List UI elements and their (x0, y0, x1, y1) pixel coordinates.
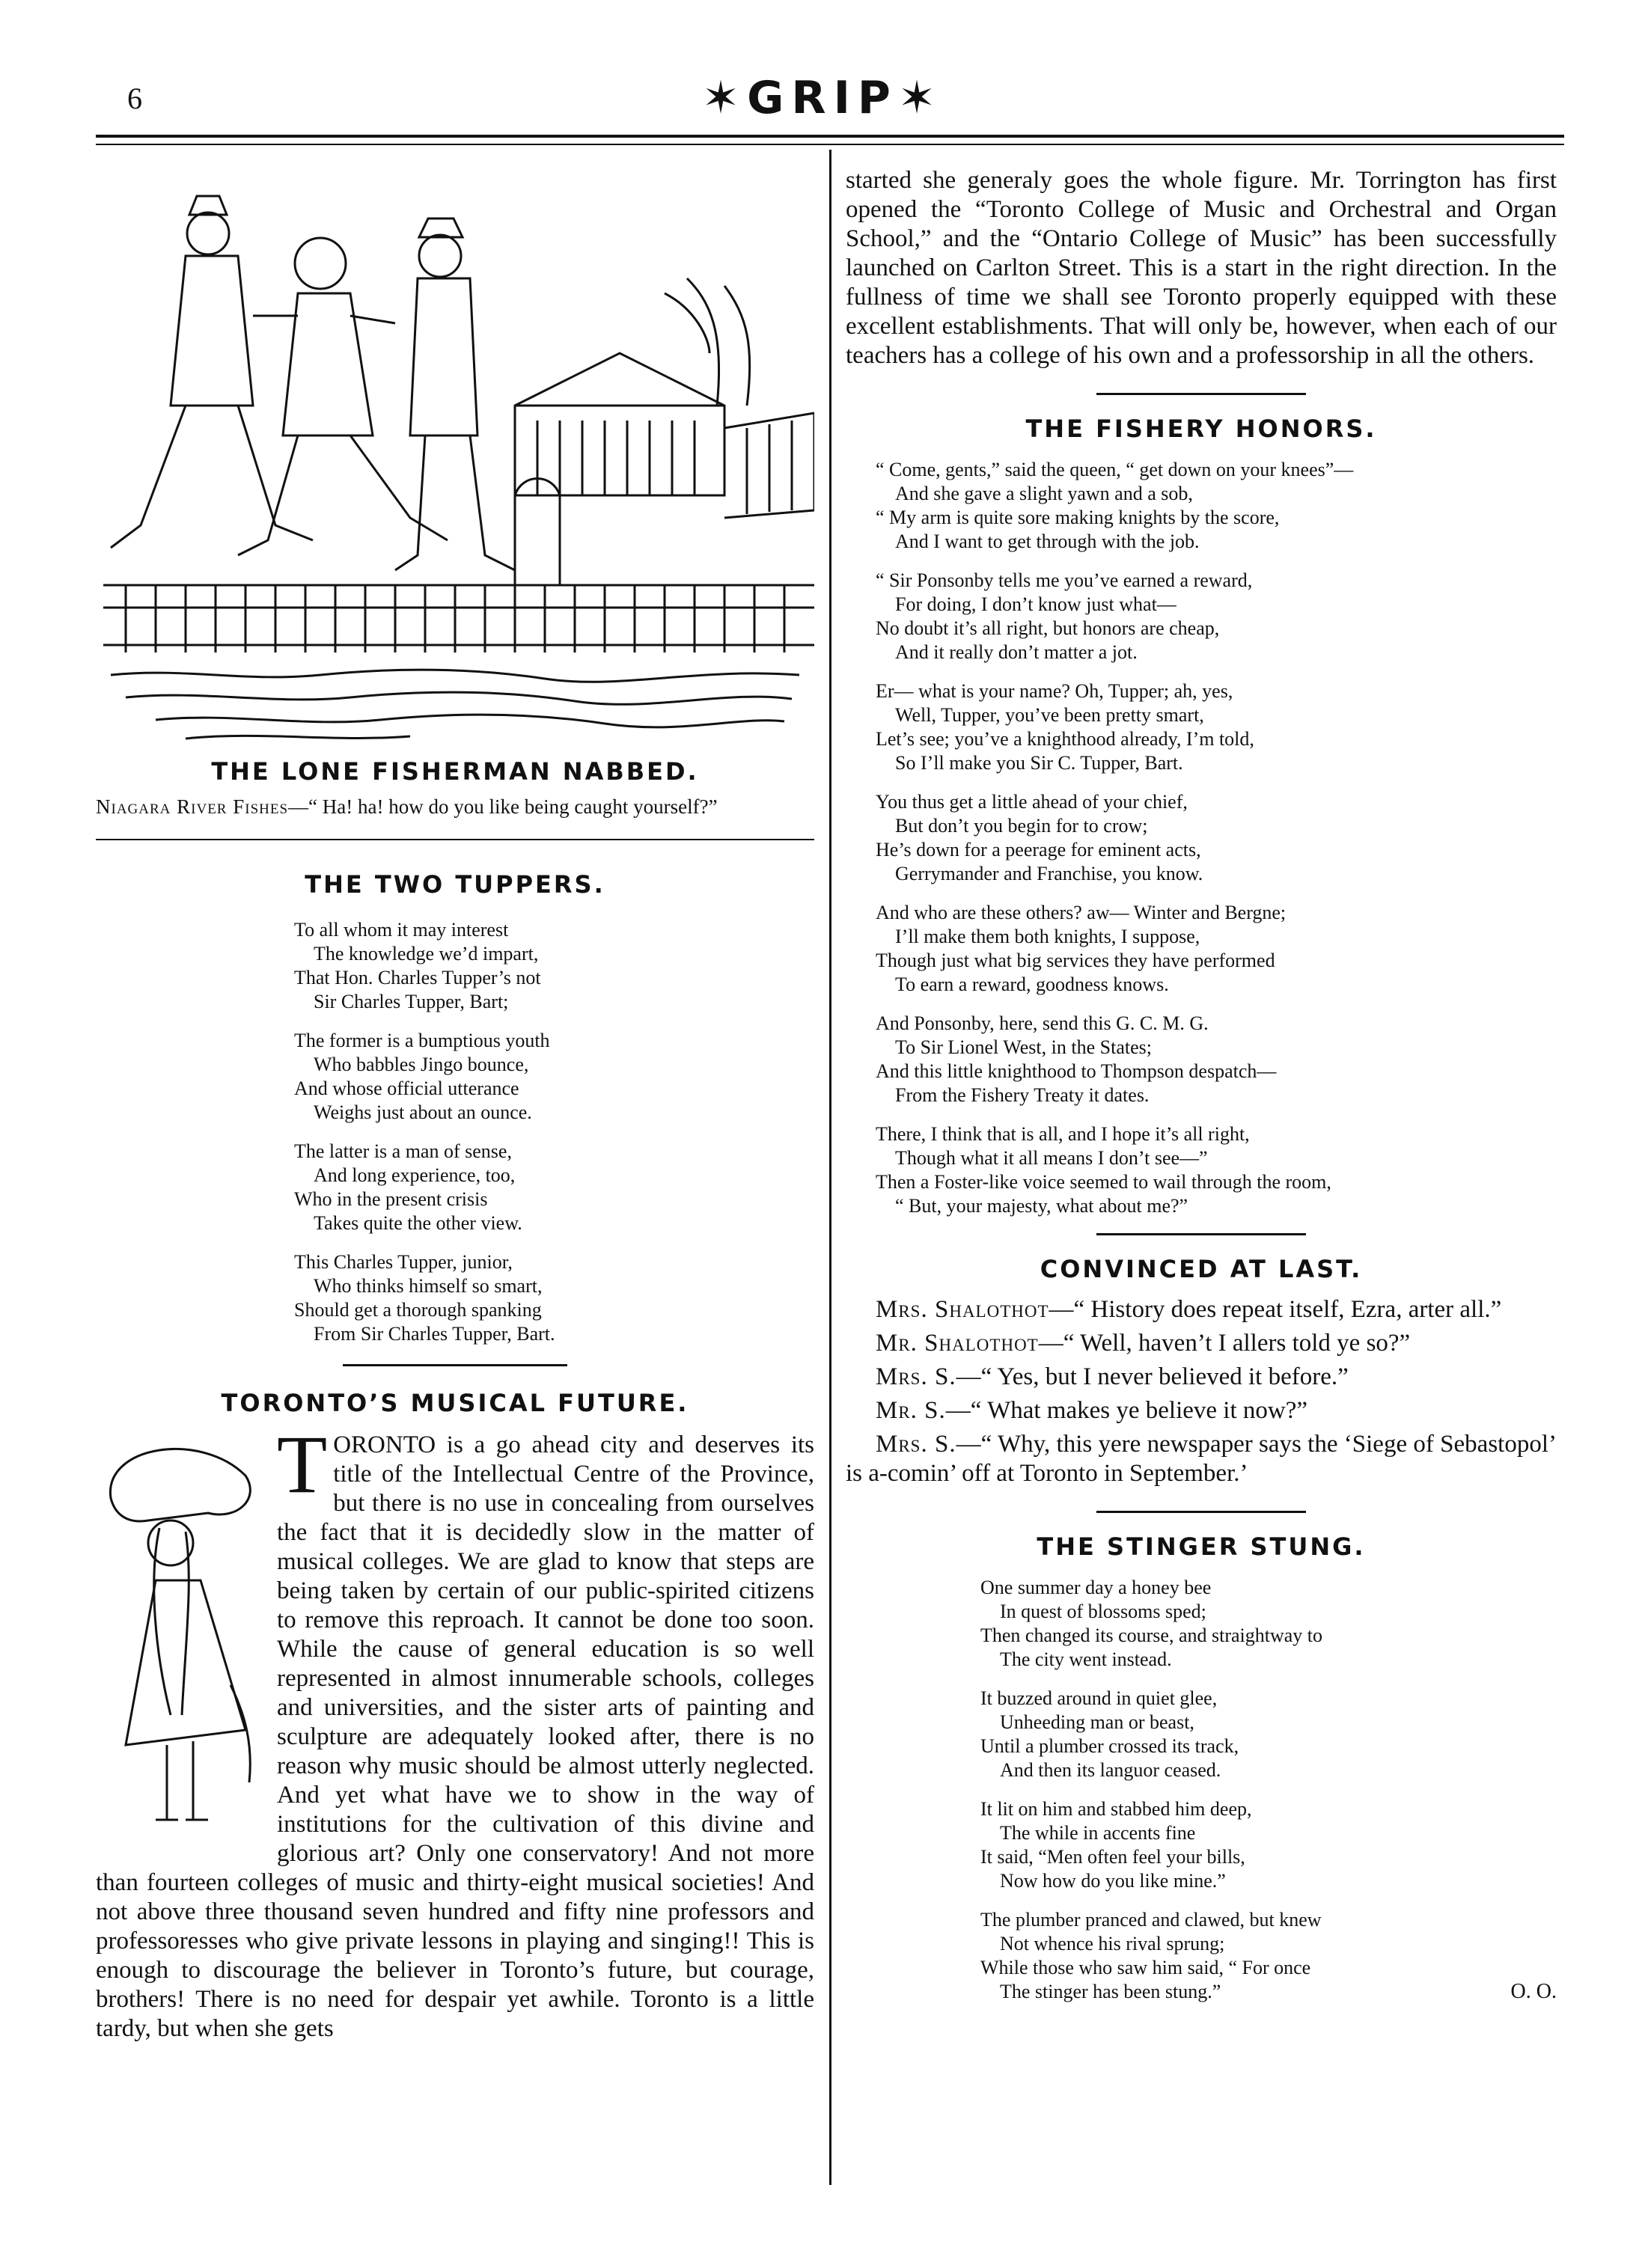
poem-line: Who babbles Jingo bounce, (314, 1054, 529, 1075)
dialogue-speaker: Mr. Shalothot (876, 1330, 1039, 1357)
masthead-rule-top (96, 135, 1564, 138)
poem-line: The latter is a man of sense, (294, 1140, 512, 1162)
poem-line: Not whence his rival sprung; (1000, 1933, 1225, 1954)
dialogue-line (846, 1295, 1557, 1324)
poem-line: Now how do you like mine.” (1000, 1870, 1226, 1892)
dialogue-line (846, 1363, 1557, 1392)
poem-line: For doing, I don’t know just what— (895, 593, 1176, 615)
poem-line: Gerrymander and Franchise, you know. (895, 863, 1203, 884)
masthead-rule-bottom (96, 144, 1564, 145)
poem-line: Who thinks himself so smart, (314, 1275, 543, 1297)
poem-stanza (980, 1576, 1557, 1672)
dialogue-speaker: Mr. S. (876, 1397, 946, 1424)
poem-line: It said, “Men often feel your bills, (980, 1846, 1245, 1868)
poem-stanza (980, 1797, 1557, 1893)
musical-future-title: TORONTO’S MUSICAL FUTURE. (221, 1389, 689, 1417)
poem-line: One summer day a honey bee (980, 1577, 1212, 1598)
musical-future-continued: started she generaly goes the whole figure. Mr. Torrington has first opened the “Toronto College of Music and Orchestral and Organ School,” and the “Ontario College of Music” has been successfully launched on Carlton Street. This is a start in the right direction. In the fullness of time we shall see Toronto properly equipped with these excellent establishments. That will only be, however, when each of our teachers has a college of his own and a professorship in all the others. (846, 167, 1557, 369)
poem-line: “ Come, gents,” said the queen, “ get down on your knees”— (876, 459, 1354, 480)
cartoon-caption (96, 795, 814, 819)
section-rule (1096, 1233, 1306, 1235)
left-column (96, 166, 814, 2044)
cartoon-caption-text: —“ Ha! ha! how do you like being caught yourself?” (288, 795, 718, 818)
poem-line: And Ponsonby, here, send this G. C. M. G. (876, 1012, 1209, 1034)
poem-line: Though just what big services they have performed (876, 950, 1275, 971)
dialogue-speaker: Mrs. S. (876, 1363, 956, 1390)
poem-line: Unheeding man or beast, (1000, 1711, 1194, 1733)
poem-line: That Hon. Charles Tupper’s not (294, 967, 541, 988)
poem-line: The city went instead. (1000, 1648, 1172, 1670)
poem-line: But don’t you begin for to crow; (895, 815, 1148, 837)
poem-line: You thus get a little ahead of your chief, (876, 791, 1188, 813)
poem-line: And long experience, too, (314, 1164, 516, 1186)
poem-line: Let’s see; you’ve a knighthood already, I’m told, (876, 728, 1254, 750)
convinced-title: CONVINCED AT LAST. (1040, 1255, 1363, 1283)
right-column (846, 166, 1557, 2004)
poem-stanza (876, 679, 1557, 775)
poem-line: Should get a thorough spanking (294, 1299, 542, 1321)
page-number: 6 (127, 82, 142, 115)
signature: O. O. (1510, 1980, 1557, 2003)
poem-line: To all whom it may interest (294, 919, 509, 941)
poem-line: This Charles Tupper, junior, (294, 1251, 513, 1273)
convinced-dialogue (846, 1295, 1557, 1488)
dialogue-line (846, 1430, 1557, 1488)
poem-stanza (980, 1687, 1557, 1782)
poem-stanza (876, 790, 1557, 886)
drop-cap: T (277, 1419, 328, 1510)
poem-stanza (294, 1029, 814, 1125)
poem-stanza (294, 918, 814, 1014)
poem-line: And it really don’t matter a jot. (895, 641, 1138, 663)
girl-illustration (96, 1431, 268, 1850)
poem-line: I’ll make them both knights, I suppose, (895, 926, 1200, 947)
poem-line: From Sir Charles Tupper, Bart. (314, 1323, 555, 1345)
poem-line: The plumber pranced and clawed, but knew (980, 1909, 1322, 1931)
poem-line: The while in accents fine (1000, 1822, 1196, 1844)
stinger-poem (846, 1576, 1557, 2004)
girl-with-bonnet-drawing (96, 1431, 268, 1850)
cartoon-title: THE LONE FISHERMAN NABBED. (211, 757, 699, 786)
poem-line: And whose official utterance (294, 1078, 519, 1099)
poem-line: And I want to get through with the job. (895, 531, 1200, 552)
poem-stanza (294, 1250, 814, 1346)
poem-line: Sir Charles Tupper, Bart; (314, 991, 509, 1012)
dialogue-line (846, 1329, 1557, 1358)
poem-line: In quest of blossoms sped; (1000, 1601, 1206, 1622)
section-rule (1096, 393, 1306, 395)
poem-line: He’s down for a peerage for eminent acts, (876, 839, 1201, 861)
dialogue-speaker: Mrs. Shalothot (876, 1296, 1049, 1323)
poem-line: To Sir Lionel West, in the States; (895, 1036, 1152, 1058)
poem-line: Though what it all means I don’t see—” (895, 1147, 1208, 1169)
musical-future-text: ORONTO is a go ahead city and deserves its title of the Intellectual Centre of the Province, but there is no use in concealing from ourselves the fact that it is decidedly slow in the matter of musical colleges. We are glad to know that steps are being taken by certain of our public-spirited citizens to remove this reproach. It cannot be done too soon. While the cause of general education is so well represented in almost innumerable schools, colleges and universities, and the sister arts of painting and sculpture are adequately looked after, there is no reason why music should be almost utterly neglected. And yet what have we to show in the way of institutions for the cultivation of this divine and glorious art? Only one conservatory! And not more than fourteen colleges of music and thirty-eight musical societies! And not above three thousand seven hundred and fifty nine professors and professoresses who give private lessons in playing and singing!! This is enough to discourage the believer in Toronto’s future, but courage, brothers! There is no need for despair yet awhile. Toronto is a little tardy, but when she gets (96, 1431, 814, 2042)
poem-line: So I’ll make you Sir C. Tupper, Bart. (895, 752, 1183, 774)
dialogue-text: —“ History does repeat itself, Ezra, arter all.” (1049, 1296, 1502, 1323)
fisherman-cartoon-drawing (96, 166, 814, 750)
section-rule (1096, 1511, 1306, 1513)
section-rule (96, 839, 814, 840)
section-rule (343, 1364, 567, 1366)
poem-line: The knowledge we’d impart, (314, 943, 539, 965)
fishery-honors-poem (846, 458, 1557, 1218)
poem-line: Takes quite the other view. (314, 1212, 522, 1234)
poem-line: It lit on him and stabbed him deep, (980, 1798, 1252, 1820)
fishery-honors-title: THE FISHERY HONORS. (1025, 415, 1377, 443)
poem-line: “ My arm is quite sore making knights by the score, (876, 507, 1280, 528)
musical-future-body (96, 1419, 814, 2044)
poem-line: The former is a bumptious youth (294, 1030, 550, 1051)
poem-line: Then changed its course, and straightway to (980, 1624, 1323, 1646)
cartoon-speaker: Niagara River Fishes (96, 795, 289, 818)
two-tuppers-title: THE TWO TUPPERS. (305, 870, 605, 899)
poem-stanza (876, 458, 1557, 554)
poem-line: While those who saw him said, “ For once (980, 1957, 1311, 1978)
poem-stanza (294, 1140, 814, 1235)
dialogue-line (846, 1396, 1557, 1425)
masthead-title: ✶GRIP✶ (701, 72, 944, 124)
poem-line: Who in the present crisis (294, 1188, 488, 1210)
poem-stanza (876, 569, 1557, 664)
cartoon-illustration (96, 166, 814, 750)
poem-line: And she gave a slight yawn and a sob, (895, 483, 1193, 504)
poem-line: Weighs just about an ounce. (314, 1101, 532, 1123)
dialogue-text: —“ What makes ye believe it now?” (945, 1397, 1308, 1424)
poem-line: It buzzed around in quiet glee, (980, 1687, 1218, 1709)
poem-line: “ But, your majesty, what about me?” (895, 1195, 1188, 1217)
poem-line: There, I think that is all, and I hope it’s all right, (876, 1123, 1250, 1145)
column-divider (829, 150, 831, 2185)
poem-stanza (876, 1012, 1557, 1107)
poem-line: The stinger has been stung.” (1000, 1981, 1221, 2002)
poem-stanza (876, 901, 1557, 997)
poem-line: And then its languor ceased. (1000, 1759, 1221, 1781)
dialogue-text: —“ Yes, but I never believed it before.” (956, 1363, 1349, 1390)
poem-line: Then a Foster-like voice seemed to wail through the room, (876, 1171, 1331, 1193)
poem-line: To earn a reward, goodness knows. (895, 973, 1169, 995)
poem-line: “ Sir Ponsonby tells me you’ve earned a reward, (876, 569, 1253, 591)
stinger-title: THE STINGER STUNG. (1037, 1532, 1366, 1561)
dialogue-text: —“ Why, this yere newspaper says the ‘Siege of Sebastopol’ is a-comin’ off at Toronto in September.’ (846, 1431, 1557, 1487)
poem-stanza (876, 1122, 1557, 1218)
poem-line: Er— what is your name? Oh, Tupper; ah, yes, (876, 680, 1233, 702)
poem-line: From the Fishery Treaty it dates. (895, 1084, 1150, 1106)
poem-line: No doubt it’s all right, but honors are cheap, (876, 617, 1220, 639)
two-tuppers-poem (96, 918, 814, 1346)
poem-line: And this little knighthood to Thompson despatch— (876, 1060, 1277, 1082)
poem-line: Well, Tupper, you’ve been pretty smart, (895, 704, 1204, 726)
poem-line: Until a plumber crossed its track, (980, 1735, 1239, 1757)
dialogue-text: —“ Well, haven’t I allers told ye so?” (1038, 1330, 1411, 1357)
poem-line: And who are these others? aw— Winter and Bergne; (876, 902, 1287, 923)
dialogue-speaker: Mrs. S. (876, 1431, 956, 1458)
